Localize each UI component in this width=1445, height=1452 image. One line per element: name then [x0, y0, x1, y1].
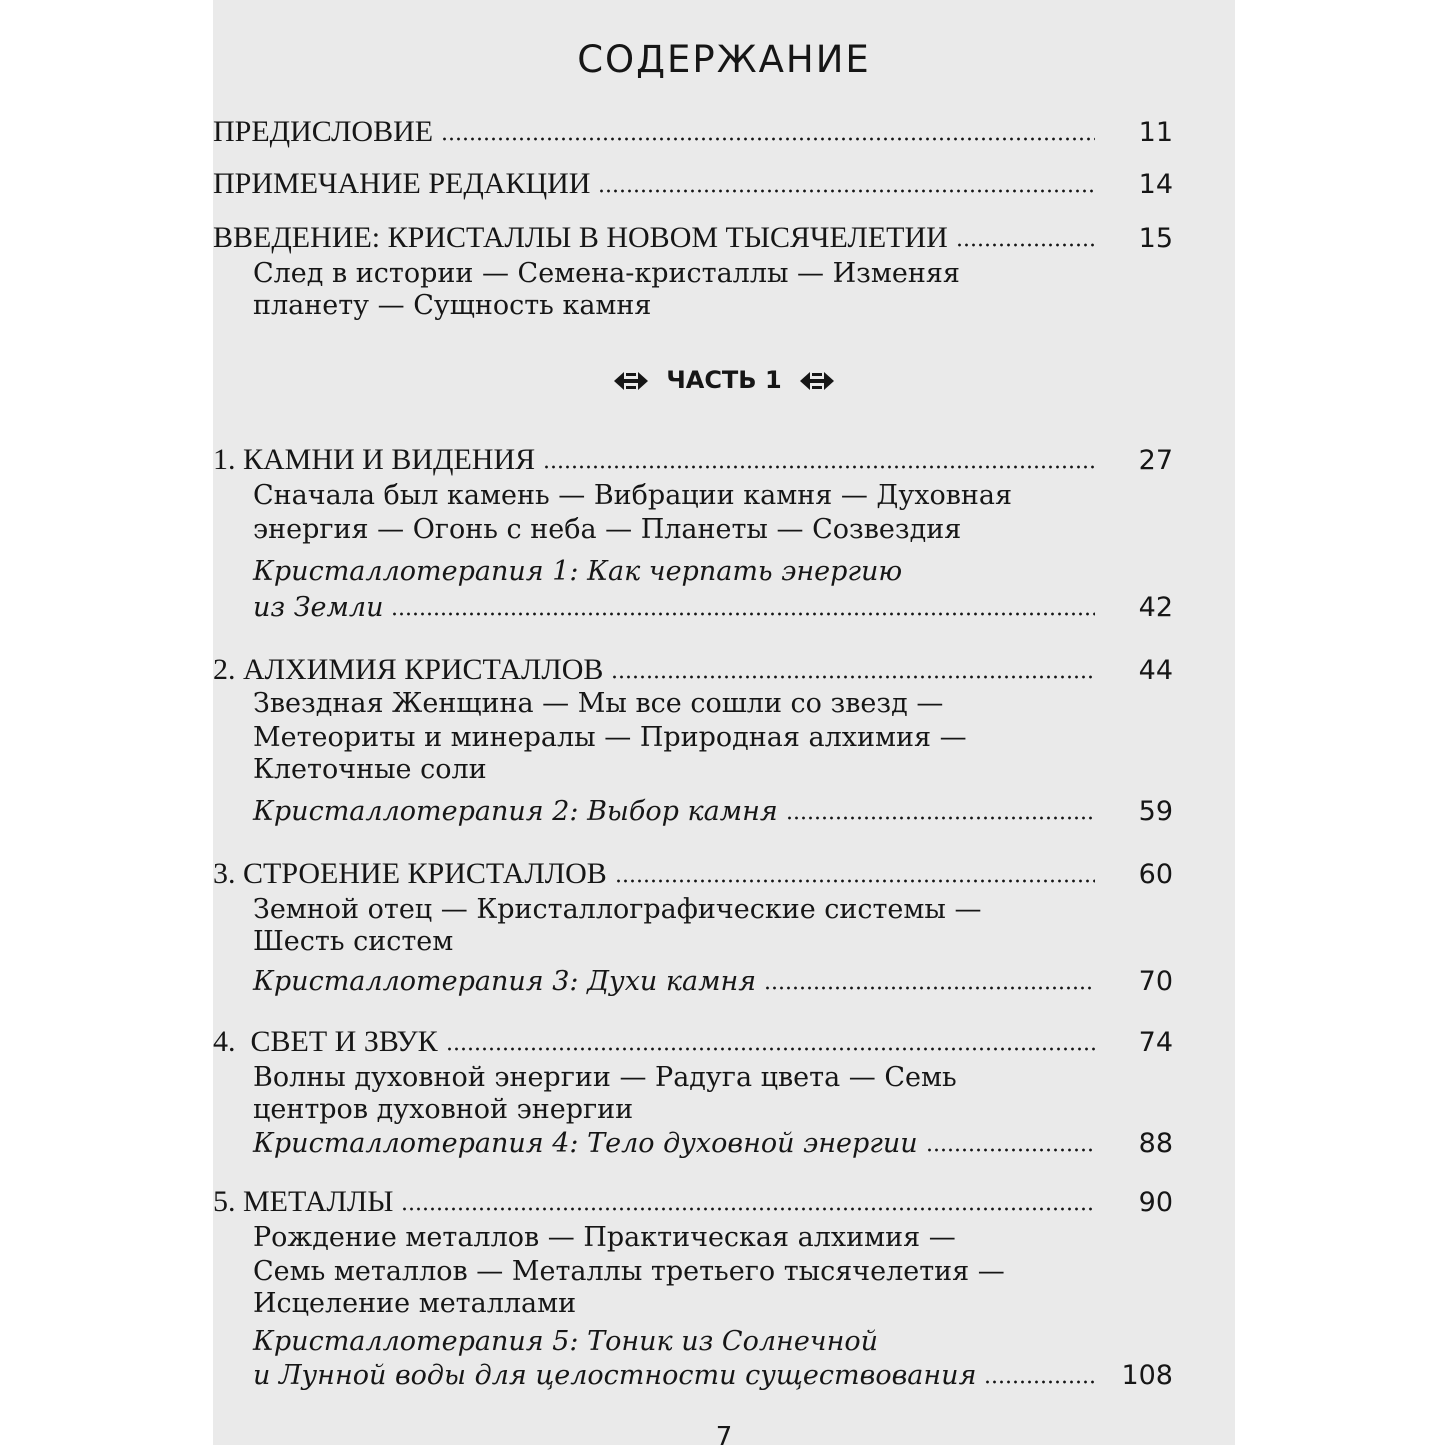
therapy-line: Кристаллотерапия 1: Как черпать энергию — [253, 556, 903, 587]
chapter-page: 90 — [1138, 1187, 1173, 1218]
contents-heading: СОДЕРЖАНИЕ — [577, 38, 871, 81]
entry-title: ПРЕДИСЛОВИЕ — [213, 115, 434, 148]
entry-title: ВВЕДЕНИЕ: КРИСТАЛЛЫ В НОВОМ ТЫСЯЧЕЛЕТИИ — [213, 221, 948, 254]
chapter-title: 5. МЕТАЛЛЫ — [213, 1185, 394, 1218]
therapy-page: 42 — [1138, 592, 1173, 623]
dot-leader — [926, 1148, 1095, 1152]
therapy-entry-2 — [253, 796, 1173, 828]
toc-chapter-5 — [213, 1186, 1173, 1219]
chapter-desc-line: Сначала был камень — Вибрации камня — Духовная — [253, 480, 1013, 511]
dot-leader — [441, 137, 1095, 141]
chapter-desc-line: Волны духовной энергии — Радуга цвета — Семь — [253, 1062, 957, 1093]
therapy-page: 70 — [1138, 966, 1173, 997]
therapy-title: из Земли — [253, 592, 384, 623]
dot-leader — [401, 1207, 1095, 1211]
therapy-entry-3 — [253, 966, 1173, 998]
entry-desc-line: планету — Сущность камня — [253, 290, 652, 321]
chapter-desc-line: Клеточные соли — [253, 754, 487, 785]
entry-page: 15 — [1138, 223, 1173, 254]
dot-leader — [391, 612, 1095, 616]
chapter-desc-line: Семь металлов — Металлы третьего тысячелетия — — [253, 1256, 1005, 1287]
book-page — [213, 0, 1235, 1452]
therapy-title: Кристаллотерапия 4: Тело духовной энергии — [253, 1128, 918, 1159]
chapter-page: 74 — [1138, 1027, 1173, 1058]
ornament-right-icon — [800, 370, 834, 392]
dot-leader — [598, 189, 1095, 193]
dot-leader — [764, 986, 1095, 990]
chapter-page: 60 — [1138, 859, 1173, 890]
chapter-page: 27 — [1138, 445, 1173, 476]
entry-desc-line: След в истории — Семена-кристаллы — Изменяя — [253, 258, 960, 289]
dot-leader — [615, 879, 1095, 883]
therapy-page: 59 — [1138, 796, 1173, 827]
toc-chapter-3 — [213, 858, 1173, 891]
chapter-desc-line: энергия — Огонь с неба — Планеты — Созвездия — [253, 514, 962, 545]
dot-leader — [786, 816, 1095, 820]
therapy-title: и Лунной воды для целостности существования — [253, 1360, 977, 1391]
toc-chapter-2 — [213, 654, 1173, 687]
part-label: ЧАСТЬ 1 — [666, 366, 782, 394]
chapter-title: 4. СВЕТ И ЗВУК — [213, 1025, 438, 1058]
chapter-desc-line: Рождение металлов — Практическая алхимия — — [253, 1222, 956, 1253]
dot-leader — [446, 1047, 1095, 1051]
therapy-page: 108 — [1121, 1360, 1173, 1391]
chapter-desc-line: Земной отец — Кристаллографические системы — — [253, 894, 982, 925]
chapter-desc-line: Метеориты и минералы — Природная алхимия — — [253, 722, 967, 753]
chapter-page: 44 — [1138, 655, 1173, 686]
ornament-left-icon — [614, 370, 648, 392]
chapter-title: 2. АЛХИМИЯ КРИСТАЛЛОВ — [213, 653, 604, 686]
chapter-desc-line: Шесть систем — [253, 926, 454, 957]
toc-entry-introduction — [213, 222, 1173, 255]
toc-chapter-1 — [213, 444, 1173, 477]
page-number: 7 — [715, 1422, 733, 1452]
entry-title: ПРИМЕЧАНИЕ РЕДАКЦИИ — [213, 167, 591, 200]
therapy-page: 88 — [1138, 1128, 1173, 1159]
chapter-desc-line: Исцеление металлами — [253, 1288, 577, 1319]
dot-leader — [611, 675, 1095, 679]
therapy-entry-4 — [253, 1128, 1173, 1160]
chapter-title: 1. КАМНИ И ВИДЕНИЯ — [213, 443, 536, 476]
therapy-title: Кристаллотерапия 3: Духи камня — [253, 966, 757, 997]
dot-leader — [956, 243, 1095, 247]
entry-page: 14 — [1138, 169, 1173, 200]
part-heading — [213, 366, 1235, 394]
chapter-desc-line: Звездная Женщина — Мы все сошли со звезд — — [253, 688, 944, 719]
chapter-desc-line: центров духовной энергии — [253, 1094, 634, 1125]
toc-entry-editor-note — [213, 168, 1173, 201]
dot-leader — [984, 1380, 1095, 1384]
dot-leader — [543, 465, 1095, 469]
toc-chapter-4 — [213, 1026, 1173, 1059]
therapy-entry-5 — [253, 1360, 1173, 1392]
therapy-line: Кристаллотерапия 5: Тоник из Солнечной — [253, 1326, 879, 1357]
therapy-entry-1 — [253, 592, 1173, 624]
toc-entry-preface — [213, 116, 1173, 149]
chapter-title: 3. СТРОЕНИЕ КРИСТАЛЛОВ — [213, 857, 607, 890]
therapy-title: Кристаллотерапия 2: Выбор камня — [253, 796, 778, 827]
entry-page: 11 — [1138, 117, 1173, 148]
